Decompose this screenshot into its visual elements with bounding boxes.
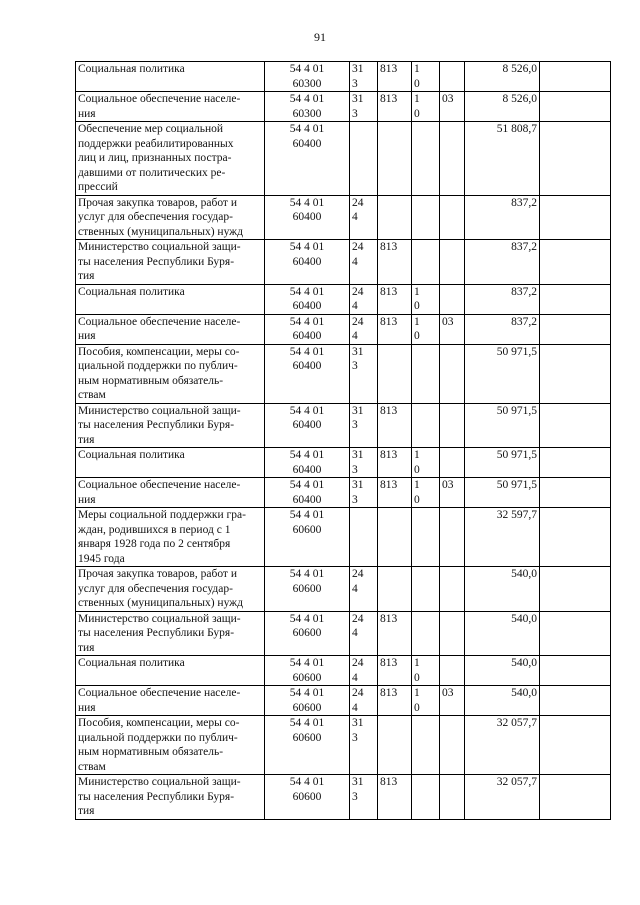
target-article-code: 54 4 01 60600 [289, 776, 325, 803]
expense-name-cell [76, 478, 265, 508]
empty-cell [540, 122, 611, 196]
subsection-code-cell [440, 122, 465, 196]
empty-cell [540, 656, 611, 686]
amount: 32 597,7 [496, 509, 537, 521]
subsection-code-cell [440, 478, 465, 508]
section-code: 1 0 [414, 93, 420, 120]
expense-name-cell [76, 611, 265, 656]
table-row [76, 611, 611, 656]
target-article-code-cell [265, 92, 350, 122]
expense-name-cell [76, 344, 265, 403]
empty-cell [540, 775, 611, 820]
target-article-code: 54 4 01 60600 [289, 687, 325, 714]
expense-type-code: 31 3 [352, 449, 364, 476]
subsection-code-cell [440, 611, 465, 656]
subsection-code-cell [440, 240, 465, 285]
amount: 540,0 [511, 687, 537, 699]
target-article-code-cell [265, 195, 350, 240]
ministry-code: 813 [380, 776, 398, 788]
amount: 837,2 [511, 315, 537, 328]
amount-cell [465, 508, 540, 567]
expense-type-code: 24 4 [352, 196, 364, 223]
expense-name-cell [76, 403, 265, 448]
subsection-code-cell [440, 195, 465, 240]
expense-name-cell [76, 508, 265, 567]
target-article-code-cell [265, 240, 350, 285]
expense-type-code-cell [350, 314, 378, 344]
empty-cell [540, 448, 611, 478]
expense-name: Социальная политика [78, 285, 185, 298]
target-article-code-cell [265, 656, 350, 686]
target-article-code: 54 4 01 60400 [289, 285, 325, 312]
expense-type-code: 24 4 [352, 612, 364, 639]
target-article-code-cell [265, 448, 350, 478]
expense-type-code-cell [350, 508, 378, 567]
empty-cell [540, 314, 611, 344]
section-code-cell [412, 403, 440, 448]
ministry-code-cell [378, 716, 412, 775]
amount-cell [465, 122, 540, 196]
expense-type-code-cell [350, 478, 378, 508]
ministry-code-cell [378, 448, 412, 478]
expense-type-code-cell [350, 284, 378, 314]
target-article-code: 54 4 01 60400 [289, 449, 325, 476]
table-row [76, 716, 611, 775]
expense-name: Социальная политика [78, 449, 185, 461]
expense-name: Социальное обеспечение населе- ния [78, 687, 241, 714]
amount-cell [465, 314, 540, 344]
section-code-cell [412, 314, 440, 344]
expense-name-cell [76, 716, 265, 775]
section-code-cell [412, 611, 440, 656]
amount-cell [465, 611, 540, 656]
expense-name-cell [76, 314, 265, 344]
amount-cell [465, 344, 540, 403]
amount-cell [465, 656, 540, 686]
expense-type-code: 24 4 [352, 568, 364, 595]
table-row [76, 775, 611, 820]
ministry-code-cell [378, 686, 412, 716]
subsection-code-cell [440, 448, 465, 478]
ministry-code: 813 [380, 285, 398, 298]
expense-type-code-cell [350, 195, 378, 240]
section-code: 1 0 [414, 687, 420, 714]
table-row [76, 508, 611, 567]
target-article-code-cell [265, 508, 350, 567]
section-code-cell [412, 775, 440, 820]
expense-type-code: 24 4 [352, 657, 364, 684]
expense-type-code-cell [350, 686, 378, 716]
empty-cell [540, 508, 611, 567]
section-code-cell [412, 567, 440, 612]
amount: 837,2 [511, 285, 537, 298]
ministry-code-cell [378, 567, 412, 612]
table-body [76, 62, 611, 820]
subsection-code-cell [440, 716, 465, 775]
amount: 837,2 [511, 196, 537, 209]
expense-name-cell [76, 775, 265, 820]
target-article-code: 54 4 01 60400 [289, 196, 325, 223]
expense-name-cell [76, 92, 265, 122]
page-number: 91 [314, 30, 326, 44]
amount: 837,2 [511, 241, 537, 253]
subsection-code-cell [440, 62, 465, 92]
table-row [76, 403, 611, 448]
amount: 50 971,5 [496, 479, 537, 491]
target-article-code-cell [265, 478, 350, 508]
expense-type-code: 31 3 [352, 404, 364, 431]
amount-cell [465, 403, 540, 448]
target-article-code: 54 4 01 60400 [289, 404, 325, 431]
table-row [76, 195, 611, 240]
table-row [76, 314, 611, 344]
section-code-cell [412, 344, 440, 403]
expense-name-cell [76, 240, 265, 285]
target-article-code-cell [265, 686, 350, 716]
amount-cell [465, 62, 540, 92]
subsection-code-cell [440, 92, 465, 122]
amount-cell [465, 686, 540, 716]
subsection-code-cell [440, 686, 465, 716]
amount: 8 526,0 [502, 93, 537, 105]
expense-type-code: 31 3 [352, 717, 364, 744]
expense-name: Социальное обеспечение населе- ния [78, 315, 241, 342]
empty-cell [540, 567, 611, 612]
expense-type-code-cell [350, 656, 378, 686]
section-code-cell [412, 284, 440, 314]
expense-type-code-cell [350, 716, 378, 775]
expense-type-code-cell [350, 403, 378, 448]
expense-name: Министерство социальной защи- ты населения Республики Буря- тия [78, 612, 241, 654]
section-code-cell [412, 686, 440, 716]
section-code: 1 0 [414, 63, 420, 90]
section-code: 1 0 [414, 315, 420, 342]
subsection-code-cell [440, 344, 465, 403]
expense-name-cell [76, 656, 265, 686]
amount: 32 057,7 [496, 717, 537, 729]
expense-name-cell [76, 686, 265, 716]
expense-name: Прочая закупка товаров, работ и услуг для обеспечения государ- ственных (муниципальных) нужд [78, 568, 243, 609]
empty-cell [540, 403, 611, 448]
table-row [76, 448, 611, 478]
target-article-code: 54 4 01 60400 [289, 479, 325, 506]
expense-name: Социальная политика [78, 63, 185, 75]
empty-cell [540, 62, 611, 92]
expense-type-code: 31 3 [352, 93, 364, 120]
expense-type-code-cell [350, 240, 378, 285]
empty-cell [540, 240, 611, 285]
expense-type-code-cell [350, 344, 378, 403]
section-code-cell [412, 240, 440, 285]
table-row [76, 92, 611, 122]
amount: 50 971,5 [496, 449, 537, 461]
section-code: 1 0 [414, 285, 420, 312]
expense-type-code: 31 3 [352, 479, 364, 506]
expense-type-code-cell [350, 611, 378, 656]
subsection-code: 03 [442, 93, 454, 105]
target-article-code-cell [265, 611, 350, 656]
section-code-cell [412, 508, 440, 567]
ministry-code: 813 [380, 404, 398, 417]
ministry-code-cell [378, 508, 412, 567]
expense-name: Министерство социальной защи- ты населения Республики Буря- тия [78, 776, 241, 817]
subsection-code: 03 [442, 479, 454, 491]
expense-type-code: 31 3 [352, 345, 364, 372]
expense-name: Меры социальной поддержки гра- ждан, родившихся в период с 1 января 1928 года по 2 сентября 1945 года [78, 509, 246, 565]
section-code-cell [412, 92, 440, 122]
expense-type-code-cell [350, 92, 378, 122]
expense-type-code: 24 4 [352, 285, 364, 312]
ministry-code-cell [378, 478, 412, 508]
table-row [76, 478, 611, 508]
ministry-code: 813 [380, 657, 398, 669]
ministry-code-cell [378, 240, 412, 285]
amount: 50 971,5 [496, 345, 537, 358]
subsection-code-cell [440, 775, 465, 820]
amount: 540,0 [511, 568, 537, 580]
expense-name: Пособия, компенсации, меры со- циальной поддержки по публич- ным нормативным обязатель- ствам [78, 717, 240, 773]
amount-cell [465, 775, 540, 820]
amount: 540,0 [511, 612, 537, 625]
expense-name-cell [76, 122, 265, 196]
budget-table [75, 61, 611, 820]
expense-name: Социальная политика [78, 657, 185, 669]
amount-cell [465, 92, 540, 122]
ministry-code-cell [378, 284, 412, 314]
section-code: 1 0 [414, 479, 420, 506]
section-code-cell [412, 716, 440, 775]
expense-name-cell [76, 195, 265, 240]
expense-name: Социальное обеспечение населе- ния [78, 93, 241, 120]
expense-type-code: 31 3 [352, 63, 364, 90]
expense-name: Пособия, компенсации, меры со- циальной поддержки по публич- ным нормативным обязатель- ствам [78, 345, 240, 401]
ministry-code: 813 [380, 93, 398, 105]
amount-cell [465, 716, 540, 775]
target-article-code: 54 4 01 60600 [289, 612, 325, 639]
ministry-code: 813 [380, 63, 398, 75]
expense-name: Министерство социальной защи- ты населения Республики Буря- тия [78, 241, 241, 282]
empty-cell [540, 478, 611, 508]
ministry-code: 813 [380, 687, 398, 699]
expense-type-code: 24 4 [352, 687, 364, 714]
expense-name: Социальное обеспечение населе- ния [78, 479, 241, 506]
target-article-code: 54 4 01 60400 [289, 345, 325, 372]
ministry-code: 813 [380, 479, 398, 491]
empty-cell [540, 344, 611, 403]
subsection-code-cell [440, 284, 465, 314]
target-article-code: 54 4 01 60400 [289, 315, 325, 342]
target-article-code-cell [265, 567, 350, 612]
subsection-code-cell [440, 656, 465, 686]
target-article-code-cell [265, 716, 350, 775]
amount-cell [465, 567, 540, 612]
subsection-code: 03 [442, 315, 454, 328]
expense-type-code-cell [350, 62, 378, 92]
empty-cell [540, 716, 611, 775]
section-code-cell [412, 195, 440, 240]
ministry-code-cell [378, 92, 412, 122]
section-code: 1 0 [414, 449, 420, 476]
expense-type-code: 24 4 [352, 241, 364, 268]
ministry-code: 813 [380, 241, 398, 253]
ministry-code-cell [378, 344, 412, 403]
amount-cell [465, 448, 540, 478]
target-article-code: 54 4 01 60600 [289, 657, 325, 684]
empty-cell [540, 195, 611, 240]
expense-name-cell [76, 567, 265, 612]
target-article-code: 54 4 01 60400 [289, 123, 325, 150]
expense-name: Обеспечение мер социальной поддержки реабилитированных лиц и лиц, признанных постра- давшими от политических ре- прессий [78, 123, 234, 193]
table-row [76, 240, 611, 285]
target-article-code-cell [265, 122, 350, 196]
subsection-code-cell [440, 567, 465, 612]
section-code-cell [412, 122, 440, 196]
table-row [76, 62, 611, 92]
table-row [76, 284, 611, 314]
target-article-code-cell [265, 62, 350, 92]
amount-cell [465, 240, 540, 285]
amount: 32 057,7 [496, 776, 537, 788]
ministry-code-cell [378, 611, 412, 656]
expense-name-cell [76, 448, 265, 478]
expense-type-code-cell [350, 775, 378, 820]
expense-type-code: 24 4 [352, 315, 364, 342]
section-code: 1 0 [414, 657, 420, 684]
amount-cell [465, 195, 540, 240]
expense-name-cell [76, 62, 265, 92]
target-article-code-cell [265, 403, 350, 448]
target-article-code: 54 4 01 60400 [289, 241, 325, 268]
ministry-code-cell [378, 403, 412, 448]
ministry-code-cell [378, 62, 412, 92]
empty-cell [540, 686, 611, 716]
subsection-code-cell [440, 314, 465, 344]
ministry-code: 813 [380, 449, 398, 461]
expense-type-code: 31 3 [352, 776, 364, 803]
target-article-code: 54 4 01 60600 [289, 568, 325, 595]
target-article-code-cell [265, 344, 350, 403]
expense-name: Министерство социальной защи- ты населения Республики Буря- тия [78, 404, 241, 446]
ministry-code-cell [378, 122, 412, 196]
table-row [76, 344, 611, 403]
target-article-code-cell [265, 775, 350, 820]
target-article-code-cell [265, 314, 350, 344]
amount-cell [465, 284, 540, 314]
table-row [76, 686, 611, 716]
section-code-cell [412, 62, 440, 92]
ministry-code: 813 [380, 315, 398, 328]
subsection-code-cell [440, 508, 465, 567]
empty-cell [540, 284, 611, 314]
expense-type-code-cell [350, 122, 378, 196]
subsection-code-cell [440, 403, 465, 448]
section-code-cell [412, 448, 440, 478]
amount: 540,0 [511, 657, 537, 669]
empty-cell [540, 611, 611, 656]
target-article-code-cell [265, 284, 350, 314]
expense-type-code-cell [350, 567, 378, 612]
target-article-code: 54 4 01 60300 [289, 63, 325, 90]
expense-type-code-cell [350, 448, 378, 478]
ministry-code-cell [378, 314, 412, 344]
table-row [76, 122, 611, 196]
ministry-code-cell [378, 195, 412, 240]
amount: 50 971,5 [496, 404, 537, 417]
target-article-code: 54 4 01 60600 [289, 717, 325, 744]
ministry-code-cell [378, 656, 412, 686]
expense-name: Прочая закупка товаров, работ и услуг для обеспечения государ- ственных (муниципальных) нужд [78, 196, 243, 238]
section-code-cell [412, 656, 440, 686]
amount: 8 526,0 [502, 63, 537, 75]
table-row [76, 567, 611, 612]
target-article-code: 54 4 01 60300 [289, 93, 325, 120]
empty-cell [540, 92, 611, 122]
ministry-code-cell [378, 775, 412, 820]
target-article-code: 54 4 01 60600 [289, 509, 325, 536]
section-code-cell [412, 478, 440, 508]
expense-name-cell [76, 284, 265, 314]
amount-cell [465, 478, 540, 508]
ministry-code: 813 [380, 612, 398, 625]
subsection-code: 03 [442, 687, 454, 699]
table-row [76, 656, 611, 686]
amount: 51 808,7 [496, 123, 537, 135]
